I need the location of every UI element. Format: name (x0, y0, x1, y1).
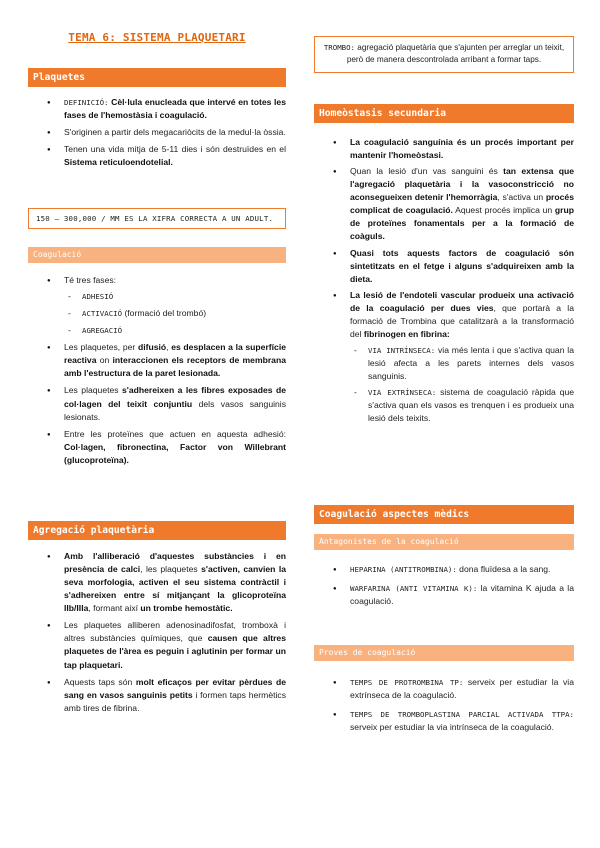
list-item: ● HEPARINA (ANTITROMBINA): dona fluïdesa a la sang. (350, 563, 574, 576)
list-item: ● Amb l'alliberació d'aquestes substàncies i en presència de calci, les plaquetes s'activen, canvien la seva morfologia, activen el seu sistema contràctil i s'adhereixen entre sí mitjançant la glicoproteïna IIb/IIIa, formant així un trombe hemostàtic. (64, 550, 286, 615)
agregacio-section (28, 550, 286, 715)
list-item: ● La lesió de l'endoteli vascular produeix una activació de la coagulació per dues vies, que portarà a la formació de Trombina que catalitzarà a la transformació del fibrinogen en fibrina: - VIA INTRÍNSECA: via més lenta i que s'activa quan la lesió afecta a les parets internes dels vasos sanguinis. - VIA EXTRÍNSECA: sistema de coagulació ràpida que s'activa quan els vasos es trenquen i es produeix una lesió dels teixits. (350, 289, 574, 426)
section-header-plaquetes: Plaquetes (28, 68, 286, 87)
list-item: ● Aquests taps són molt eficaços per evitar pèrdues de sang en vasos sanguinis petits i formen taps hermètics amb tires de fibrina. (64, 676, 286, 715)
phase-item: - AGREGACIÓ (82, 324, 286, 337)
coagulacio-section (28, 274, 286, 467)
list-item: ● La coagulació sanguínia és un procés important per mantenir l'homeòstasi. (350, 136, 574, 162)
trombo-box: TROMBO: agregació plaquetària que s'ajunten per arreglar un teixit, però de manera descontrolada arribant a formar taps. (314, 36, 574, 73)
list-item: ● WARFARINA (ANTI VITAMINA K): la vitamina K ajuda a la coagulació. (350, 582, 574, 608)
list-item: ● Les plaquetes alliberen adenosinadifosfat, tromboxà i altres substàncies químiques, que causen que altres plaquetes de l'àrea es peguin i aglutinin per formar un tap plaquetari. (64, 619, 286, 671)
list-item: ● Quasi tots aquests factors de coagulació són sintetitzats en el fetge i alguns s'adquireixen amb la dieta. (350, 247, 574, 286)
xifra-box: 150 – 300,000 / MM ES LA XIFRA CORRECTA A UN ADULT. (28, 208, 286, 229)
section-header-aspectes: Coagulació aspectes mèdics (314, 505, 574, 524)
plaquetes-section (28, 96, 286, 169)
subsection-header-antagonistes: Antagonistes de la coagulació (314, 534, 574, 550)
list-item: ● DEFINICIÓ: Cèl·lula enucleada que intervé en totes les fases de l'hemostàsia i coagulació. (64, 96, 286, 122)
list-item: ● TEMPS DE TROMBOPLASTINA PARCIAL ACTIVADA TTPA: serveix per estudiar la via intrínseca de la coagulació. (350, 708, 574, 734)
antagonistes-section (314, 563, 574, 608)
section-header-homeostasis: Homeòstasis secundaria (314, 104, 574, 123)
list-item: ● Té tres fases: - ADHESIÓ - ACTIVACIÓ (formació del trombó) - AGREGACIÓ (64, 274, 286, 337)
section-header-agregacio: Agregació plaquetària (28, 521, 286, 540)
via-intrinseca-item: - VIA INTRÍNSECA: via més lenta i que s'activa quan la lesió afecta a les parets internes dels vasos sanguinis. (368, 344, 574, 383)
list-item: ● Tenen una vida mitja de 5-11 dies i són destruïdes en el Sistema reticuloendotelial. (64, 143, 286, 169)
list-item: ● S'originen a partir dels megacariòcits de la medul·la òssia. (64, 126, 286, 139)
proves-section (314, 676, 574, 734)
list-item: ● Quan la lesió d'un vas sanguini és tan extensa que l'agregació plaquetària i la vasoconstricció no aconsegueixen detenir l'hemorràgia, s'activa un procés complicat de coagulació. Aquest procés implica un grup de proteïnes fonamentals per a la formació de coàguls. (350, 165, 574, 243)
section-header-coagulacio: Coagulació (28, 247, 286, 263)
list-item: ● TEMPS DE PROTROMBINA TP: serveix per estudiar la via extrínseca de la coagulació. (350, 676, 574, 702)
subsection-header-proves: Proves de coagulació (314, 645, 574, 661)
phase-item: - ACTIVACIÓ (formació del trombó) (82, 307, 286, 320)
document-title: TEMA 6: SISTEMA PLAQUETARI (68, 31, 246, 44)
list-item: ● Les plaquetes, per difusió, es desplacen a la superfície reactiva on interaccionen els receptors de membrana amb l'estructura de la paret lesionada. (64, 341, 286, 380)
via-extrinseca-item: - VIA EXTRÍNSECA: sistema de coagulació ràpida que s'activa quan els vasos es trenquen i es produeix una lesió dels teixits. (368, 386, 574, 425)
homeostasis-section (314, 136, 574, 425)
list-item: ● Les plaquetes s'adhereixen a les fibres exposades de col·lagen del teixit conjuntiu dels vasos sanguinis lesionats. (64, 384, 286, 423)
list-item: ● Entre les proteïnes que actuen en aquesta adhesió: Col·lagen, fibronectina, Factor von Willebrant (glucoproteïna). (64, 428, 286, 467)
phase-item: - ADHESIÓ (82, 290, 286, 303)
